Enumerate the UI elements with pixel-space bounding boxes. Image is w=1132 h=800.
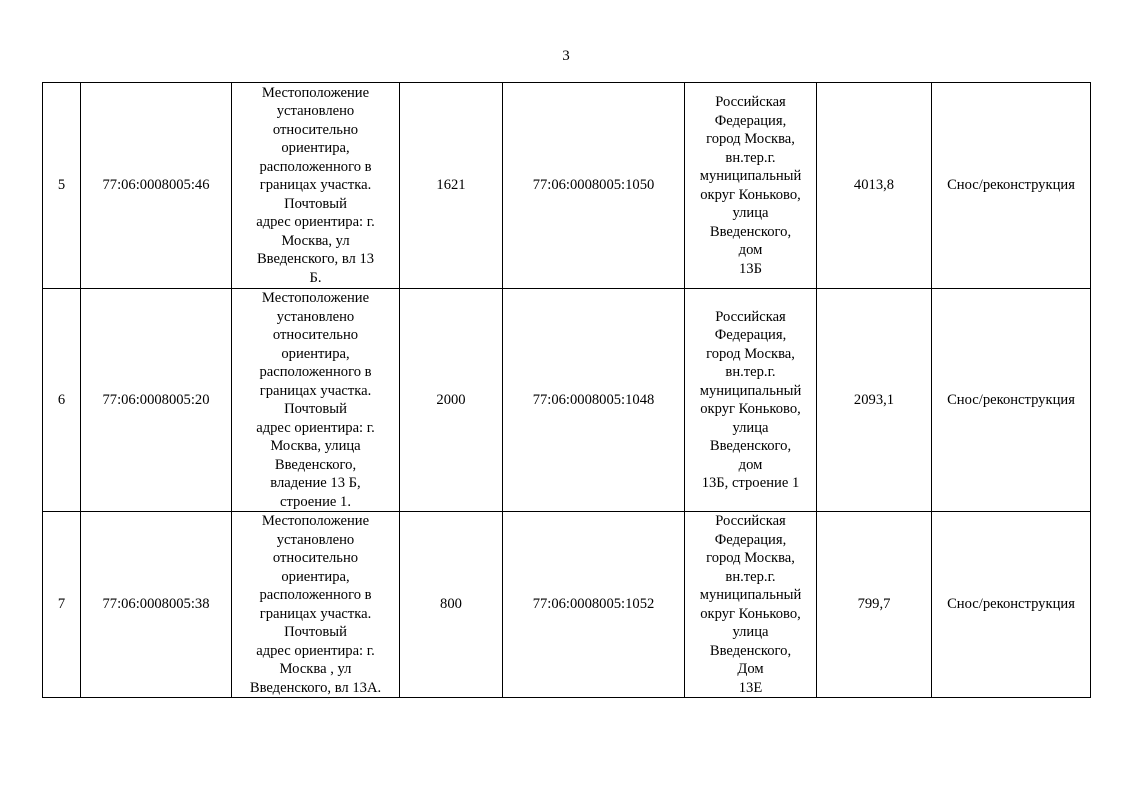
planned-action: Снос/реконструкция (932, 83, 1091, 289)
building-address: Российская Федерация, город Москва, вн.тер.г. муниципальный округ Коньково, улица Введенского, Дом 13Е (685, 512, 817, 698)
building-area: 4013,8 (817, 83, 932, 289)
page-number: 3 (562, 48, 570, 64)
land-area: 1621 (400, 83, 503, 289)
objects-table (42, 82, 1091, 698)
table-row (43, 289, 1091, 512)
building-cadastral-number: 77:06:0008005:1052 (503, 512, 685, 698)
planned-action: Снос/реконструкция (932, 512, 1091, 698)
land-cadastral-number: 77:06:0008005:46 (81, 83, 232, 289)
building-area: 2093,1 (817, 289, 932, 512)
building-area: 799,7 (817, 512, 932, 698)
land-location: Местоположение установлено относительно ориентира, расположенного в границах участка. Почтовый адрес ориентира: г. Москва, ул Введенского, вл 13 Б. (232, 83, 400, 289)
land-area: 2000 (400, 289, 503, 512)
table-row (43, 83, 1091, 289)
table-row (43, 512, 1091, 698)
land-cadastral-number: 77:06:0008005:38 (81, 512, 232, 698)
row-number: 5 (43, 83, 81, 289)
building-address: Российская Федерация, город Москва, вн.тер.г. муниципальный округ Коньково, улица Введенского, дом 13Б (685, 83, 817, 289)
building-cadastral-number: 77:06:0008005:1050 (503, 83, 685, 289)
land-location: Местоположение установлено относительно ориентира, расположенного в границах участка. Почтовый адрес ориентира: г. Москва , ул Введенского, вл 13А. (232, 512, 400, 698)
row-number: 6 (43, 289, 81, 512)
row-number: 7 (43, 512, 81, 698)
planned-action: Снос/реконструкция (932, 289, 1091, 512)
land-cadastral-number: 77:06:0008005:20 (81, 289, 232, 512)
building-cadastral-number: 77:06:0008005:1048 (503, 289, 685, 512)
land-area: 800 (400, 512, 503, 698)
building-address: Российская Федерация, город Москва, вн.тер.г. муниципальный округ Коньково, улица Введенского, дом 13Б, строение 1 (685, 289, 817, 512)
land-location: Местоположение установлено относительно ориентира, расположенного в границах участка. Почтовый адрес ориентира: г. Москва, улица Введенского, владение 13 Б, строение 1. (232, 289, 400, 512)
